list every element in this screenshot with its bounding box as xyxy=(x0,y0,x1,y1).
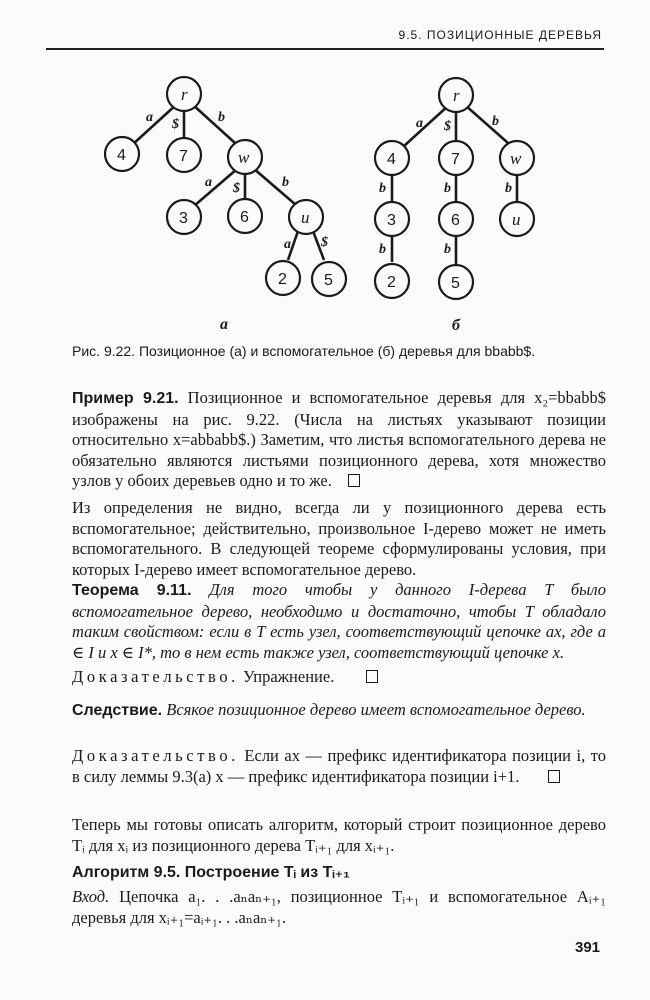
page-number: 391 xyxy=(575,939,601,956)
corollary-heading: Следствие. xyxy=(72,702,163,719)
paragraph-definition: Из определения не видно, всегда ли у позиционного дерева есть вспомогательное; действительно, произвольное I-дерево может не иметь вспомогательного. В следующей теореме сформулированы условия, при которых I-дерево имеет вспомогательное дерево. xyxy=(72,498,606,579)
tree-a-leaf-4-label: 4 xyxy=(117,147,126,164)
tree-a-edge-label: a xyxy=(146,110,153,125)
header-rule xyxy=(46,48,604,50)
input-paragraph xyxy=(72,887,606,928)
subfigure-b-label: б xyxy=(452,317,460,334)
tree-a-leaf-5-label: 5 xyxy=(324,272,333,289)
tree-a-edge-label: b xyxy=(218,110,225,125)
tree-b-node-5-label: 5 xyxy=(451,275,460,292)
tree-b-edge-label: b xyxy=(379,242,386,257)
proof-2-paragraph xyxy=(72,746,606,787)
tree-b-edge-label: $ xyxy=(444,119,451,134)
input-text: Цепочка a₁. . .aₙaₙ₊₁, позиционное Tᵢ₊₁ и вспомогательное Aᵢ₊₁ деревья для xᵢ₊₁=aᵢ₊₁. . .aₙaₙ₊₁. xyxy=(72,887,607,927)
tree-a-leaf-3-label: 3 xyxy=(179,210,188,227)
tree-b-node-u-label: u xyxy=(512,210,521,229)
theorem-heading: Теорема 9.11. xyxy=(72,582,192,599)
theorem-paragraph xyxy=(72,580,606,663)
qed-symbol xyxy=(366,670,378,683)
tree-a-edge-label: b xyxy=(282,175,289,190)
tree-b-node-3-label: 3 xyxy=(387,212,396,229)
example-text: Позиционное и вспомогательное деревья для x₂=bbabb$ изображены на рис. 9.22. (Числа на листьях указывают позиции относительно x=abbabb$.) Заметим, что листья вспомогательного дерева не обязательно являются листьями позиционного дерева, хотя множество узлов у обоих деревьев одно и то же. xyxy=(72,388,606,490)
algorithm-heading: Алгоритм 9.5. Построение Tᵢ из Tᵢ₊₁ xyxy=(72,864,350,881)
tree-a-leaf-6-label: 6 xyxy=(240,209,249,226)
proof-label: Доказательство. xyxy=(72,746,239,765)
tree-b-edge-label: b xyxy=(492,114,499,129)
tree-a-node-w-label: w xyxy=(238,148,250,167)
qed-symbol xyxy=(548,770,560,783)
paragraph-algorithm-intro: Теперь мы готовы описать алгоритм, который строит позиционное дерево Tᵢ для xᵢ из позиционного дерева Tᵢ₊₁ для xᵢ₊₁. xyxy=(72,815,606,855)
figure-trees xyxy=(0,60,650,340)
tree-a-edge-label: a xyxy=(284,237,291,252)
theorem-text: Для того чтобы у данного I-дерева T было вспомогательное дерево, необходимо и достаточно, чтобы T обладало таким свойством: если в T есть узел, соответствующий цепочке ax, где a ∈ I и x ∈ I*, то в нем есть также узел, соответствующий цепочке x. xyxy=(72,580,607,662)
tree-a-edge-label: a xyxy=(205,175,212,190)
tree-b-node-7-label: 7 xyxy=(451,151,460,168)
subfigure-a-label: a xyxy=(220,316,228,333)
corollary-paragraph xyxy=(72,700,606,722)
tree-a-node-u-label: u xyxy=(301,208,310,227)
tree-b-node-2-label: 2 xyxy=(387,274,396,291)
proof-2-text: Если ax — префикс идентификатора позиции i, то в силу леммы 9.3(a) x — префикс идентификатора позиции i+1. xyxy=(72,746,606,786)
tree-b-edge-label: b xyxy=(379,181,386,196)
tree-a-edge-label: $ xyxy=(172,117,179,132)
tree-b-edge-label: b xyxy=(505,181,512,196)
tree-b-node-6-label: 6 xyxy=(451,212,460,229)
proof-label: Доказательство. xyxy=(72,667,239,686)
example-paragraph xyxy=(72,388,606,492)
tree-a-leaf-7-label: 7 xyxy=(179,148,188,165)
tree-a-edge-label: $ xyxy=(321,235,328,250)
tree-b-edge-label: b xyxy=(444,242,451,257)
figure-caption: Рис. 9.22. Позиционное (a) и вспомогательное (б) деревья для bbabb$. xyxy=(72,343,536,359)
tree-b-edge-label: a xyxy=(416,116,423,131)
tree-b-edge-label: b xyxy=(444,181,451,196)
proof-1-paragraph xyxy=(72,667,606,688)
algorithm-heading-block xyxy=(72,862,606,884)
running-header: 9.5. ПОЗИЦИОННЫЕ ДЕРЕВЬЯ xyxy=(398,28,602,42)
corollary-text: Всякое позиционное дерево имеет вспомогательное дерево. xyxy=(166,700,586,719)
tree-a-root-label: r xyxy=(181,85,188,104)
tree-b-node-4-label: 4 xyxy=(387,151,396,168)
example-heading: Пример 9.21. xyxy=(72,390,179,407)
tree-a-edge-label: $ xyxy=(233,181,240,196)
tree-b-root-label: r xyxy=(453,86,460,105)
tree-b-node-w-label: w xyxy=(510,149,522,168)
tree-a-leaf-2-label: 2 xyxy=(278,271,287,288)
tree-a-edges xyxy=(132,104,324,260)
input-label: Вход. xyxy=(72,887,110,906)
proof-1-text: Упражнение. xyxy=(243,667,335,686)
qed-symbol xyxy=(348,474,360,487)
